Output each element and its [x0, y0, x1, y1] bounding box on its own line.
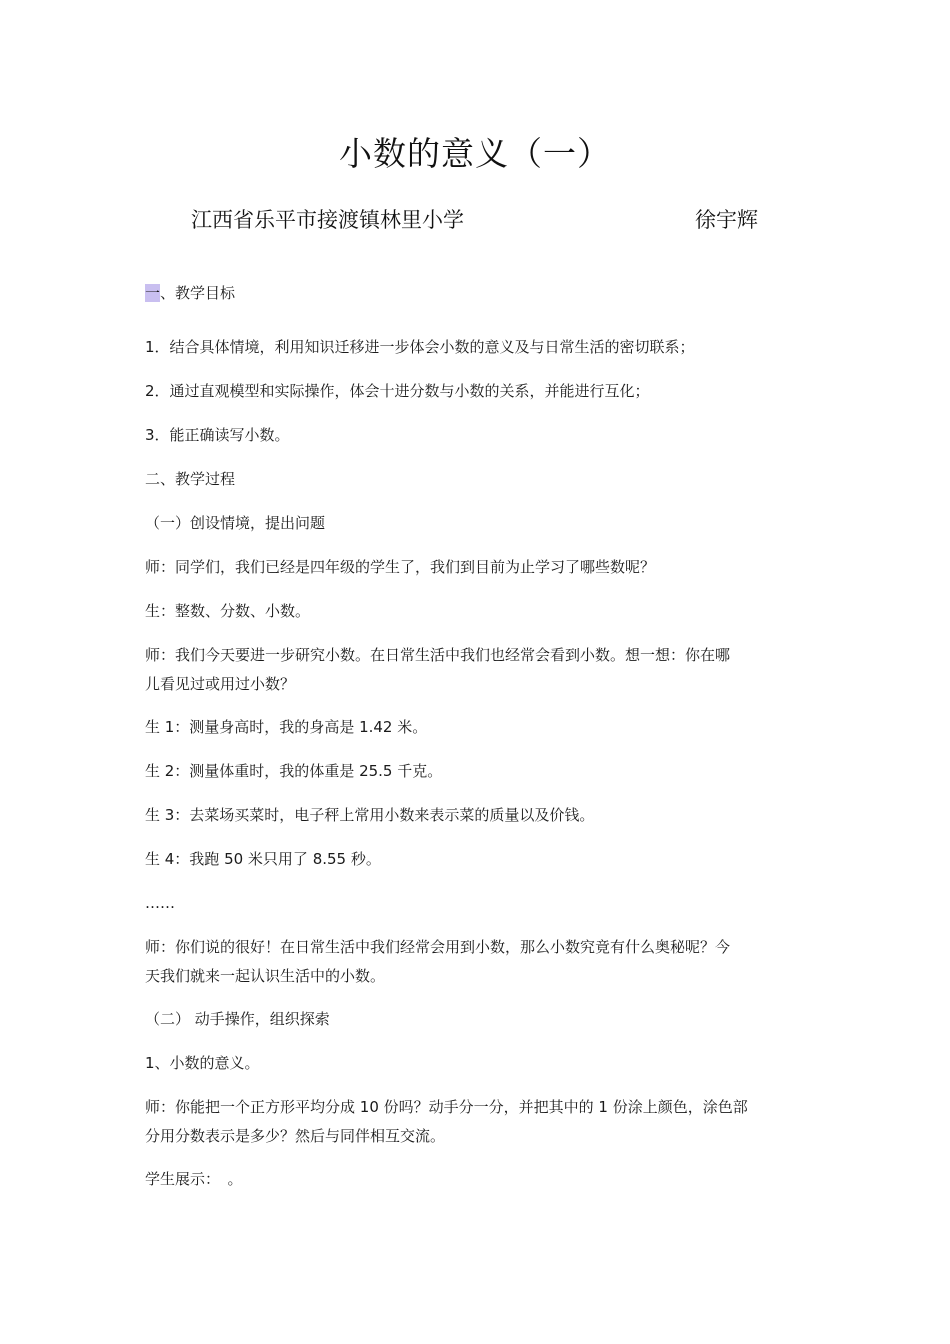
- subsection-heading-1: （一）创设情境，提出问题: [145, 514, 326, 532]
- goal-2: 2．通过直观模型和实际操作，体会十进分数与小数的关系，并能进行互化；: [145, 382, 650, 400]
- goal-1: 1．结合具体情境，利用知识迁移进一步体会小数的意义及与日常生活的密切联系；: [145, 338, 695, 356]
- dialogue-student-c: 生 3：去菜场买菜时，电子秤上常用小数来表示菜的质量以及价钱。: [145, 806, 595, 824]
- student-display: 学生展示： 。: [145, 1170, 243, 1188]
- item-heading-1: 1、小数的意义。: [145, 1054, 260, 1072]
- dialogue-teacher-1: 师：同学们，我们已经是四年级的学生了，我们到目前为止学习了哪些数呢？: [145, 558, 656, 576]
- dialogue-student-b: 生 2：测量体重时，我的体重是 25.5 千克。: [145, 762, 443, 780]
- highlighted-numeral: 一: [145, 284, 161, 302]
- school-name: 江西省乐平市接渡镇林里小学: [191, 208, 464, 232]
- subsection-heading-2: （二） 动手操作，组织探索: [145, 1010, 330, 1028]
- goal-3: 3．能正确读写小数。: [145, 426, 290, 444]
- section-heading-process: 二、教学过程: [145, 470, 236, 488]
- dialogue-teacher-4-line-1: 师：你能把一个正方形平均分成 10 份吗？动手分一分，并把其中的 1 份涂上颜色，涂色部: [145, 1098, 748, 1116]
- author-name: 徐宇辉: [695, 208, 758, 232]
- dialogue-teacher-3-line-1: 师：你们说的很好！在日常生活中我们经常会用到小数，那么小数究竟有什么奥秘呢？今: [145, 938, 731, 956]
- dialogue-teacher-2-line-1: 师：我们今天要进一步研究小数。在日常生活中我们也经常会看到小数。想一想：你在哪: [145, 646, 731, 664]
- dialogue-teacher-3-line-2: 天我们就来一起认识生活中的小数。: [145, 967, 386, 985]
- dialogue-student-a: 生 1：测量身高时，我的身高是 1.42 米。: [145, 718, 428, 736]
- dialogue-teacher-2-line-2: 儿看见过或用过小数？: [145, 675, 296, 693]
- dialogue-teacher-4-line-2: 分用分数表示是多少？然后与同伴相互交流。: [145, 1127, 446, 1145]
- section-heading-goals: [145, 277, 810, 309]
- dialogue-student-d: 生 4：我跑 50 米只用了 8.55 秒。: [145, 850, 381, 868]
- section-heading-text: 、教学目标: [160, 284, 236, 302]
- ellipsis: ……: [145, 894, 175, 912]
- document-title: 小数的意义（一）: [339, 134, 611, 173]
- dialogue-student-1: 生：整数、分数、小数。: [145, 602, 311, 620]
